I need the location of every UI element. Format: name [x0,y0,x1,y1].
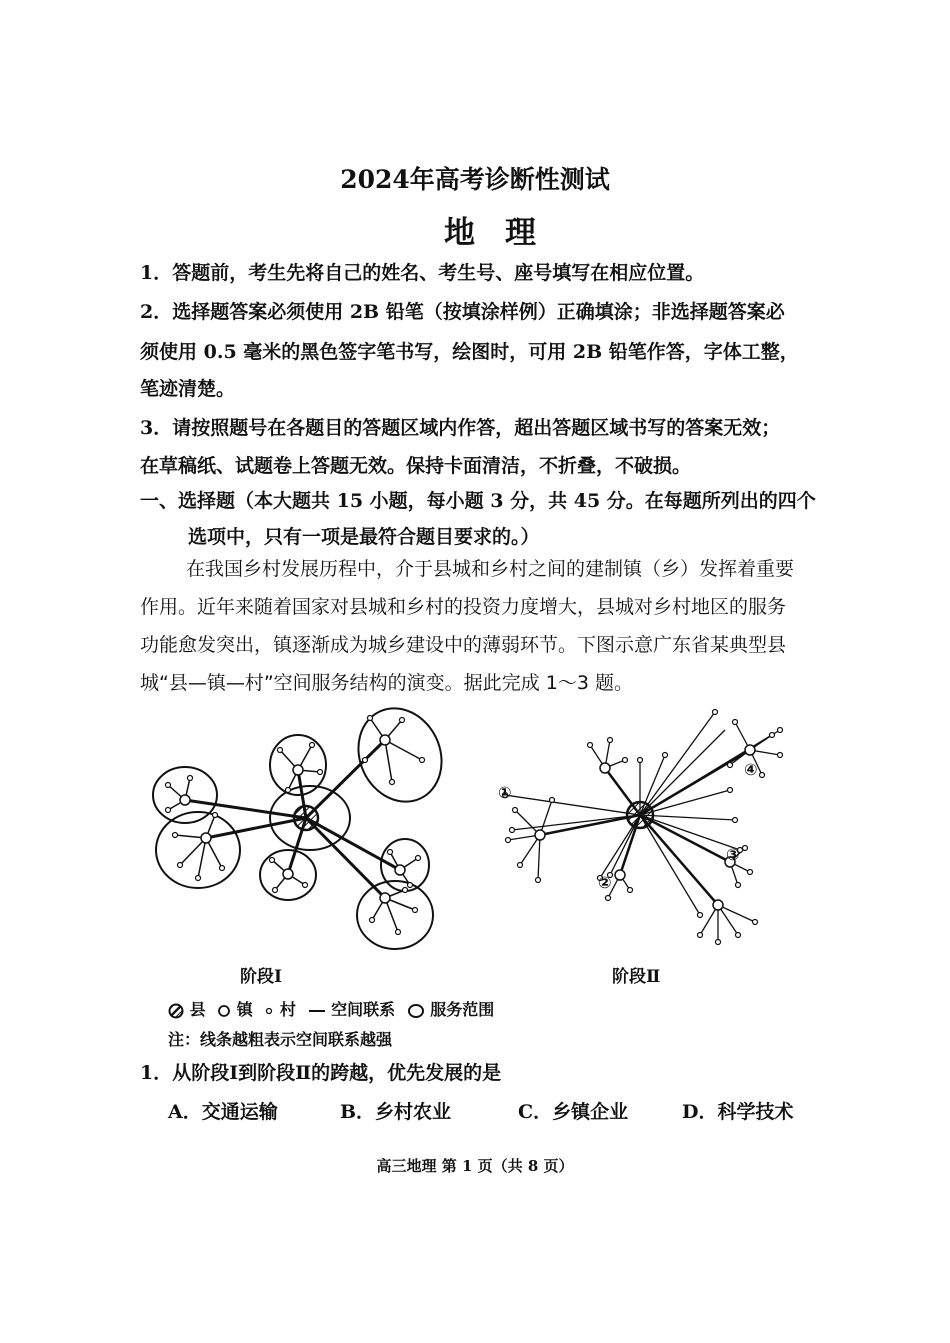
legend-county: 县 [189,1000,206,1019]
link-symbol-icon [308,1006,326,1016]
instruction-2: 2．选择题答案必须使用 2B 铅笔（按填涂样例）正确填涂；非选择题答案必 [140,301,785,323]
service-area-symbol-icon [407,1003,425,1019]
legend-link: 空间联系 [331,1000,396,1019]
option-c[interactable]: C．乡镇企业 [518,1101,629,1123]
county-symbol-icon [168,1003,184,1019]
instruction-2-cont: 须使用 0.5 毫米的黑色签字笔书写，绘图时，可用 2B 铅笔作答，字体工整， [140,341,799,363]
option-a[interactable]: A．交通运输 [168,1101,278,1123]
stage2-label: 阶段Ⅱ [612,967,661,987]
section-heading: 一、选择题（本大题共 15 小题，每小题 3 分，共 45 分。在每题所列出的四个 [140,490,816,512]
passage-line-1: 在我国乡村发展历程中，介于县城和乡村之间的建制镇（乡）发挥着重要 [186,558,795,580]
stage1-diagram [153,700,457,949]
passage-line-2: 作用。近年来随着国家对县城和乡村的投资力度增大，县城对乡村地区的服务 [140,596,787,618]
stage1-label: 阶段Ⅰ [240,967,282,987]
county-town-village-figure [140,700,800,980]
legend-village: 村 [279,1000,296,1019]
instruction-3-cont: 在草稿纸、试题卷上答题无效。保持卡面清洁，不折叠，不破损。 [140,455,692,477]
page-footer: 高三地理 第 1 页（共 8 页） [376,1157,574,1175]
figure-legend [168,997,500,1020]
marker-2: ② [598,873,612,892]
instruction-3: 3．请按照题号在各题目的答题区域内作答，超出答题区域书写的答案无效； [140,417,781,439]
marker-3: ③ [726,845,740,864]
instruction-1: 1．答题前，考生先将自己的姓名、考生号、座号填写在相应位置。 [140,262,705,284]
question-1-stem: 1．从阶段Ⅰ到阶段Ⅱ的跨越，优先发展的是 [140,1062,502,1084]
marker-1: ① [498,783,512,802]
figure-note: 注：线条越粗表示空间联系越强 [168,1030,393,1049]
section-heading-cont: 选项中，只有一项是最符合题目要求的。） [188,526,540,548]
legend-service: 服务范围 [430,1000,495,1019]
village-symbol-icon [264,1006,274,1016]
passage-line-4: 城“县—镇—村”空间服务结构的演变。据此完成 1～3 题。 [140,672,633,694]
option-b[interactable]: B．乡村农业 [340,1101,452,1123]
exam-title: 2024年高考诊断性测试 [340,165,610,194]
town-symbol-icon [217,1004,231,1018]
legend-town: 镇 [236,1000,253,1019]
option-d[interactable]: D．科学技术 [682,1101,794,1123]
subject-title: 地理 [444,215,566,251]
instruction-2-end: 笔迹清楚。 [140,378,236,400]
stage2-diagram [503,710,783,945]
marker-4: ④ [744,760,758,779]
passage-line-3: 功能愈发突出，镇逐渐成为城乡建设中的薄弱环节。下图示意广东省某典型县 [140,634,787,656]
